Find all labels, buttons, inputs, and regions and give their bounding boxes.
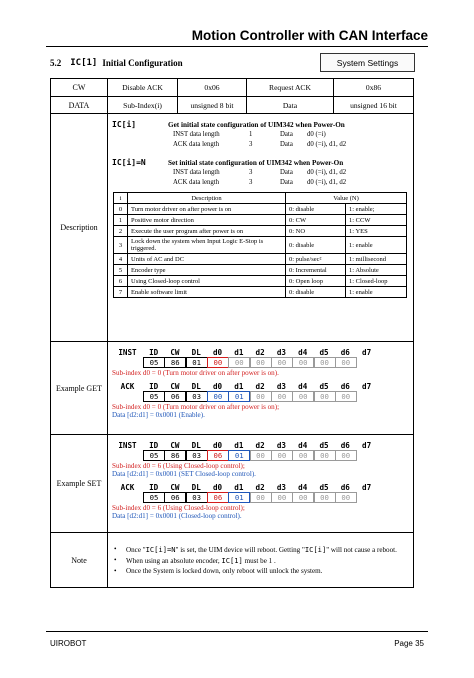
get-inst-length-num: 1 xyxy=(249,130,253,138)
packet-field-label: d2 xyxy=(255,441,265,450)
note-3-text: Once the System is locked down, only reboot will unlock the system. xyxy=(126,567,323,575)
note-item xyxy=(112,567,409,575)
subindex-desc: Units of AC and DC xyxy=(128,254,286,265)
set-ack-length-data: Data xyxy=(280,178,293,186)
packet-field-label: d1 xyxy=(234,348,244,357)
packet-field-label: CW xyxy=(170,382,180,391)
packet-byte: 00 xyxy=(314,357,336,368)
packet-block-ack xyxy=(112,381,409,419)
set-command-title: Set initial state configuration of UIM342 when Power-On xyxy=(168,159,344,167)
packet-byte: 00 xyxy=(271,357,293,368)
packet-field-label: d0 xyxy=(212,348,223,357)
get-ack-length-key: ACK data length xyxy=(173,140,220,148)
packet-byte: 00 xyxy=(335,492,357,503)
packet-field-label: d5 xyxy=(319,382,329,391)
example-get-row xyxy=(51,342,414,435)
packet-byte: 00 xyxy=(292,492,314,503)
command-table xyxy=(50,78,414,588)
packet-field-label: d5 xyxy=(319,483,329,492)
subindex-i: 3 xyxy=(114,237,128,254)
packet-field-label: d2 xyxy=(255,348,265,357)
packet-field-label: ID xyxy=(149,382,159,391)
section-code: IC[1] xyxy=(70,58,98,68)
packet-byte: 00 xyxy=(271,391,293,402)
packet-bytes xyxy=(143,357,409,368)
packet-field-label: d4 xyxy=(298,348,308,357)
packet-field-label: d1 xyxy=(234,441,244,450)
example-set-row xyxy=(51,435,414,533)
packet-byte: 06 xyxy=(207,450,229,461)
cw-row xyxy=(51,79,414,97)
packet-field-label: d2 xyxy=(255,382,265,391)
packet-field-label: d4 xyxy=(298,483,308,492)
description-cell xyxy=(108,114,414,342)
packet-field-label: d7 xyxy=(362,348,372,357)
packet-byte: 01 xyxy=(228,492,250,503)
data-data: Data xyxy=(247,97,334,114)
packet-block-inst xyxy=(112,440,409,478)
packet-field-label: d4 xyxy=(298,382,308,391)
note-2-post: must be 1 . xyxy=(242,557,276,565)
packet-field-label: ID xyxy=(149,483,159,492)
packet-byte: 00 xyxy=(250,357,272,368)
packet-byte: 00 xyxy=(335,357,357,368)
packet-byte: 03 xyxy=(186,391,208,402)
packet-label-row xyxy=(112,347,409,357)
packet-field-label: DL xyxy=(191,382,201,391)
set-inst-length-num: 3 xyxy=(249,168,253,176)
subindex-note: Sub-index d0 = 0 (Turn motor driver on after power is on). xyxy=(112,369,279,377)
subindex-value-1: 1: enable xyxy=(346,287,407,298)
subindex-desc: Encoder type xyxy=(128,265,286,276)
example-get-cell xyxy=(108,342,414,435)
set-ack-length-value: d0 (=i), d1, d2 xyxy=(307,178,347,186)
packet-byte: 06 xyxy=(164,492,186,503)
cw-disable-ack: Disable ACK xyxy=(108,79,178,97)
example-set-label: Example SET xyxy=(51,435,108,533)
packet-field-label: ID xyxy=(149,441,159,450)
packet-byte: 00 xyxy=(335,450,357,461)
note-row xyxy=(51,533,414,588)
set-inst-length-key: INST data length xyxy=(173,168,220,176)
packet-field-label: d0 xyxy=(212,382,223,391)
subindex-value-1: 1: millisecond xyxy=(346,254,407,265)
packet-field-label: d4 xyxy=(298,441,308,450)
note-2-code: IC[1] xyxy=(221,556,243,565)
packet-field-label: d7 xyxy=(362,441,372,450)
packet-field-label: d1 xyxy=(234,382,244,391)
subindex-desc: Using Closed-loop control xyxy=(128,276,286,287)
note-label: Note xyxy=(51,533,108,588)
packet-byte: 00 xyxy=(271,492,293,503)
packet-byte: 86 xyxy=(164,357,186,368)
cw-label: CW xyxy=(51,79,108,97)
get-inst-length-value: d0 (=i) xyxy=(307,130,326,138)
subindex-value-0: 0: disable xyxy=(286,287,346,298)
subindex-desc: Turn motor driver on after power is on xyxy=(128,204,286,215)
packet-field-label: d2 xyxy=(255,483,265,492)
packet-field-label: d5 xyxy=(319,348,329,357)
packet-field-label: d6 xyxy=(340,441,350,450)
get-ack-length-num: 3 xyxy=(249,140,253,148)
packet-byte: 03 xyxy=(186,492,208,503)
get-ack-length-value: d0 (=i), d1, d2 xyxy=(307,140,347,148)
get-inst-length-key: INST data length xyxy=(173,130,220,138)
packet-bytes xyxy=(143,450,409,461)
packet-byte: 00 xyxy=(335,391,357,402)
note-1-code: IC[i]=N xyxy=(145,545,176,554)
packet-byte: 00 xyxy=(228,357,250,368)
subindex-value-1: 1: enable xyxy=(346,237,407,254)
subindex-table xyxy=(113,192,407,298)
section-title: Initial Configuration xyxy=(102,58,183,68)
example-set-cell xyxy=(108,435,414,533)
subindex-value-0: 0: CW xyxy=(286,215,346,226)
document-header-title: Motion Controller with CAN Interface xyxy=(191,28,428,43)
packet-field-label: CW xyxy=(170,348,180,357)
packet-byte: 00 xyxy=(250,492,272,503)
cw-request-ack-value: 0x86 xyxy=(334,79,414,97)
subindex-header-desc: Description xyxy=(128,193,286,204)
packet-field-label: ID xyxy=(149,348,159,357)
packet-field-label: d3 xyxy=(276,382,286,391)
note-item xyxy=(112,545,409,554)
packet-byte: 00 xyxy=(292,450,314,461)
packet-byte: 00 xyxy=(314,450,336,461)
subindex-row xyxy=(114,287,407,298)
packet-field-label: d5 xyxy=(319,441,329,450)
set-ack-length-num: 3 xyxy=(249,178,253,186)
subindex-row xyxy=(114,215,407,226)
get-ack-length-data: Data xyxy=(280,140,293,148)
header-rule xyxy=(46,46,428,47)
packet-label-row xyxy=(112,482,409,492)
note-1-code2: IC[i] xyxy=(304,545,327,554)
packet-byte: 05 xyxy=(143,357,165,368)
note-1-mid: " is set, the UIM device will reboot. Getting " xyxy=(175,546,305,554)
packet-byte: 01 xyxy=(228,391,250,402)
subindex-i: 2 xyxy=(114,226,128,237)
packet-field-label: d0 xyxy=(212,441,223,450)
packet-byte: 05 xyxy=(143,450,165,461)
packet-field-label: d3 xyxy=(276,483,286,492)
packet-field-label: d0 xyxy=(212,483,223,492)
example-get-label: Example GET xyxy=(51,342,108,435)
packet-byte: 00 xyxy=(314,492,336,503)
packet-field-label: d6 xyxy=(340,483,350,492)
subindex-desc: Enable software limit xyxy=(128,287,286,298)
description-label: Description xyxy=(51,114,108,342)
subindex-header-i: i xyxy=(114,193,128,204)
footer-rule xyxy=(46,631,428,632)
packet-byte: 06 xyxy=(164,391,186,402)
subindex-i: 0 xyxy=(114,204,128,215)
get-command-code: IC[i] xyxy=(112,120,137,129)
subindex-row xyxy=(114,276,407,287)
packet-byte: 01 xyxy=(228,450,250,461)
packet-field-label: d3 xyxy=(276,441,286,450)
packet-field-label: DL xyxy=(191,441,201,450)
packet-field-label: DL xyxy=(191,348,201,357)
subindex-value-0: 0: disable xyxy=(286,237,346,254)
packet-byte: 03 xyxy=(186,450,208,461)
data-data-type: unsigned 16 bit xyxy=(334,97,414,114)
get-command-title: Get initial state configuration of UIM342 when Power-On xyxy=(168,121,345,129)
packet-byte: 00 xyxy=(250,391,272,402)
packet-byte: 05 xyxy=(143,492,165,503)
subindex-value-1: 1: enable; xyxy=(346,204,407,215)
data-note: Data [d2:d1] = 0x0001 (Enable). xyxy=(112,411,205,419)
subindex-note: Sub-index d0 = 0 (Turn motor driver on after power is on); xyxy=(112,403,280,411)
data-note: Data [d2:d1] = 0x0001 (Closed-loop control). xyxy=(112,512,242,520)
note-1-pre: Once " xyxy=(126,546,146,554)
packet-tag: INST xyxy=(118,348,137,357)
cw-disable-ack-value: 0x06 xyxy=(178,79,247,97)
get-command-heading xyxy=(112,120,409,129)
subindex-i: 4 xyxy=(114,254,128,265)
set-command-code: IC[i]=N xyxy=(112,158,146,167)
subindex-value-0: 0: pulse/sec² xyxy=(286,254,346,265)
packet-field-label: CW xyxy=(170,483,180,492)
subindex-value-1: 1: YES xyxy=(346,226,407,237)
packet-block-ack xyxy=(112,482,409,520)
subindex-value-0: 0: disable xyxy=(286,204,346,215)
packet-field-label: d6 xyxy=(340,348,350,357)
subindex-desc: Execute the user program after power is on xyxy=(128,226,286,237)
subindex-desc: Lock down the system when Input Logic E-Stop is triggered. xyxy=(128,237,286,254)
system-settings-button[interactable]: System Settings xyxy=(320,53,415,72)
subindex-header-value: Value (N) xyxy=(286,193,407,204)
footer-brand: UIROBOT xyxy=(50,639,87,648)
packet-label-row xyxy=(112,440,409,450)
packet-field-label: DL xyxy=(191,483,201,492)
subindex-i: 6 xyxy=(114,276,128,287)
description-row xyxy=(51,114,414,342)
data-note: Data [d2:d1] = 0x0001 (SET Closed-loop control). xyxy=(112,470,256,478)
packet-bytes xyxy=(143,391,409,402)
cw-request-ack: Request ACK xyxy=(247,79,334,97)
subindex-value-1: 1: Closed-loop xyxy=(346,276,407,287)
packet-bytes xyxy=(143,492,409,503)
packet-field-label: d1 xyxy=(234,483,244,492)
subindex-value-0: 0: Incremental xyxy=(286,265,346,276)
packet-field-label: d7 xyxy=(362,483,372,492)
set-ack-length-key: ACK data length xyxy=(173,178,220,186)
packet-byte: 00 xyxy=(314,391,336,402)
note-2-pre: When using an absolute encoder, xyxy=(126,557,222,565)
packet-byte: 00 xyxy=(207,391,229,402)
subindex-note: Sub-index d0 = 6 (Using Closed-loop control); xyxy=(112,462,245,470)
get-inst-length xyxy=(173,129,409,139)
packet-byte: 05 xyxy=(143,391,165,402)
note-item xyxy=(112,556,409,565)
subindex-row xyxy=(114,226,407,237)
subindex-row xyxy=(114,237,407,254)
packet-byte: 00 xyxy=(250,450,272,461)
note-cell xyxy=(108,533,414,588)
packet-byte: 01 xyxy=(186,357,208,368)
packet-byte: 00 xyxy=(292,391,314,402)
packet-field-label: d7 xyxy=(362,382,372,391)
set-command-heading xyxy=(112,158,409,167)
subindex-value-0: 0: NO xyxy=(286,226,346,237)
data-subindex: Sub-Index(i) xyxy=(108,97,178,114)
packet-field-label: d3 xyxy=(276,348,286,357)
packet-byte: 00 xyxy=(207,357,229,368)
subindex-note: Sub-index d0 = 6 (Using Closed-loop control); xyxy=(112,504,245,512)
packet-tag: ACK xyxy=(120,382,135,391)
footer-page-number: Page 35 xyxy=(394,639,424,648)
set-inst-length xyxy=(173,167,409,177)
packet-byte: 86 xyxy=(164,450,186,461)
data-subindex-type: unsigned 8 bit xyxy=(178,97,247,114)
packet-byte: 06 xyxy=(207,492,229,503)
subindex-i: 7 xyxy=(114,287,128,298)
packet-block-inst xyxy=(112,347,409,377)
section-heading xyxy=(50,58,183,68)
packet-tag: ACK xyxy=(120,483,135,492)
packet-label-row xyxy=(112,381,409,391)
subindex-value-1: 1: CCW xyxy=(346,215,407,226)
packet-field-label: CW xyxy=(170,441,180,450)
note-list xyxy=(112,545,409,575)
subindex-i: 1 xyxy=(114,215,128,226)
get-inst-length-data: Data xyxy=(280,130,293,138)
subindex-desc: Positive motor direction xyxy=(128,215,286,226)
subindex-value-0: 0: Open loop xyxy=(286,276,346,287)
packet-byte: 00 xyxy=(292,357,314,368)
note-1-post: " will not cause a reboot. xyxy=(326,546,397,554)
data-row xyxy=(51,97,414,114)
subindex-row xyxy=(114,254,407,265)
subindex-value-1: 1: Absolute xyxy=(346,265,407,276)
get-ack-length xyxy=(173,139,409,149)
packet-field-label: d6 xyxy=(340,382,350,391)
packet-byte: 00 xyxy=(271,450,293,461)
set-ack-length xyxy=(173,177,409,187)
set-inst-length-data: Data xyxy=(280,168,293,176)
subindex-header-row xyxy=(114,193,407,204)
section-number: 5.2 xyxy=(50,58,62,68)
packet-tag: INST xyxy=(118,441,137,450)
subindex-i: 5 xyxy=(114,265,128,276)
set-inst-length-value: d0 (=i), d1, d2 xyxy=(307,168,347,176)
data-label: DATA xyxy=(51,97,108,114)
subindex-row xyxy=(114,265,407,276)
subindex-row xyxy=(114,204,407,215)
